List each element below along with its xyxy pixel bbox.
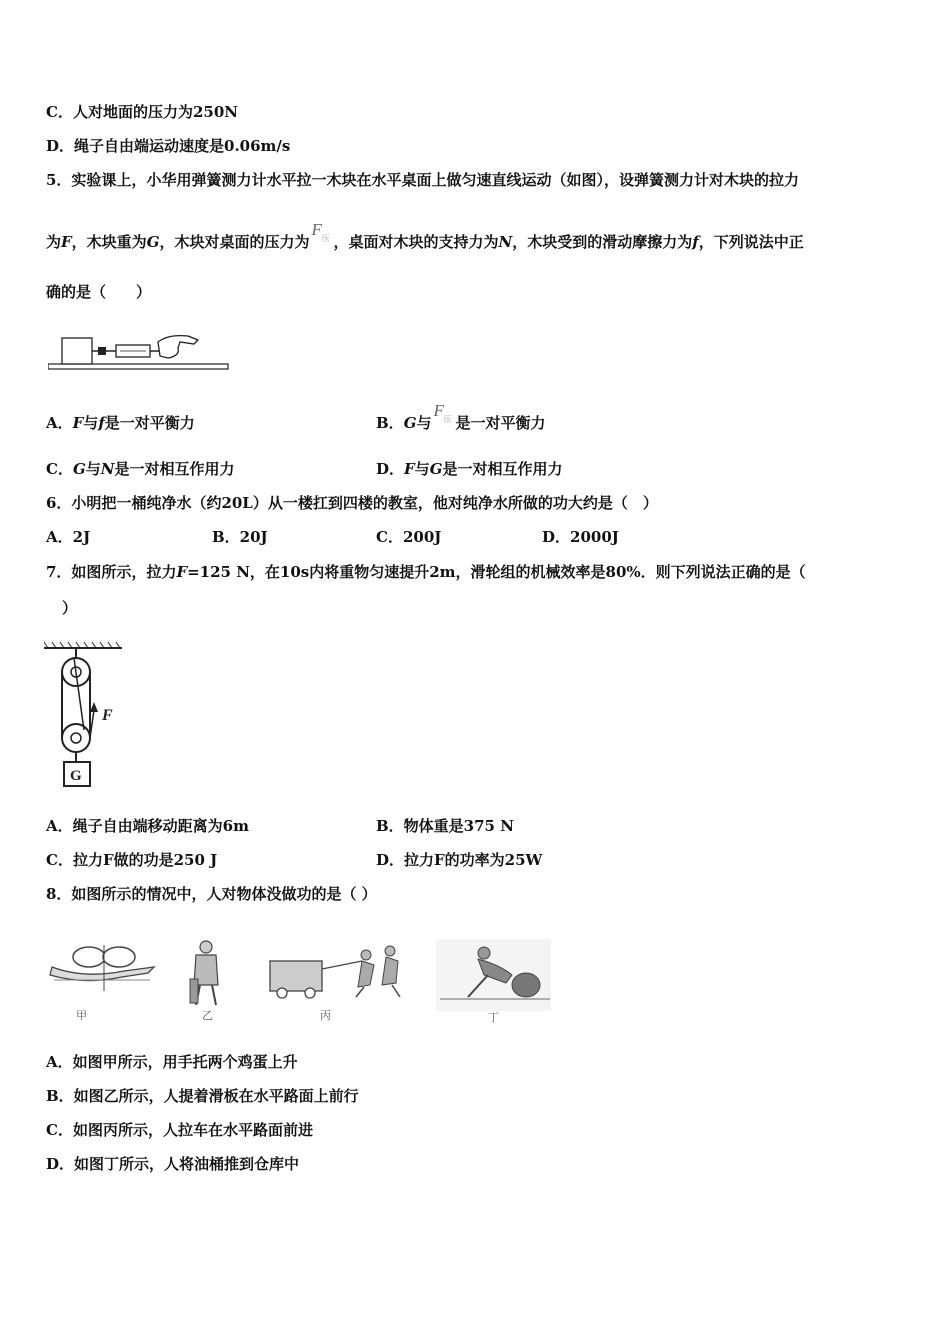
figure-label-jia: 甲 bbox=[76, 1009, 87, 1022]
q5-stem-line1: 5．实验课上，小华用弹簧测力计水平拉一木块在水平桌面上做匀速直线运动（如图），设弹簧测力计对木块的拉力 bbox=[46, 171, 799, 189]
q7-option-a: A．绳子自由端移动距离为6m bbox=[46, 817, 249, 835]
pressure-force-symbol: F 压 bbox=[311, 220, 330, 243]
pressure-force-symbol: F 压 bbox=[433, 401, 452, 424]
q8-option-d: D．如图丁所示，人将油桶推到仓库中 bbox=[46, 1155, 300, 1173]
q7-stem: 7．如图所示，拉力F=125 N，在10s内将重物匀速提升2m，滑轮组的机械效率是80%．则下列说法正确的是（ bbox=[46, 563, 806, 581]
figure-jia-hand-eggs bbox=[50, 945, 154, 1022]
q7-option-d: D．拉力F的功率为25W bbox=[376, 851, 543, 869]
figure-label-bing: 丙 bbox=[320, 1009, 331, 1022]
q5-option-b: B．G与 F 压 是一对平衡力 bbox=[376, 401, 546, 432]
figure-ding-pushing-drum bbox=[436, 939, 551, 1024]
q5-figure-spring-scale bbox=[48, 330, 233, 375]
q6-option-a: A．2J bbox=[46, 528, 91, 546]
q4-option-c: C．人对地面的压力为250N bbox=[46, 103, 238, 121]
q7-option-b: B．物体重是375 N bbox=[376, 817, 514, 835]
pulley-force-label: F bbox=[102, 707, 113, 724]
q6-option-c: C．200J bbox=[376, 528, 442, 546]
q7-stem-close: ） bbox=[62, 599, 78, 617]
figure-bing-pulling-cart bbox=[270, 946, 400, 1022]
q6-option-d: D．2000J bbox=[542, 528, 619, 546]
q5-option-c: C．G与N是一对相互作用力 bbox=[46, 460, 235, 478]
q7-option-c: C．拉力F做的功是250 J bbox=[46, 851, 218, 869]
q8-figures bbox=[44, 935, 559, 1030]
figure-label-ding: 丁 bbox=[488, 1011, 499, 1024]
q6-option-b: B．20J bbox=[212, 528, 268, 546]
q5-stem-line2: 为F，木块重为G，木块对桌面的压力为 F 压 ，桌面对木块的支持力为N，木块受到的滑动摩擦力为f，下列说法中正 bbox=[46, 220, 804, 251]
q8-option-a: A．如图甲所示，用手托两个鸡蛋上升 bbox=[46, 1053, 298, 1071]
q5-option-a: A．F与f是一对平衡力 bbox=[46, 414, 195, 432]
q5-stem-line3: 确的是（ ） bbox=[46, 283, 152, 301]
q5-option-d: D．F与G是一对相互作用力 bbox=[376, 460, 563, 478]
pulley-weight-label: G bbox=[70, 768, 82, 784]
var-G: G bbox=[146, 233, 160, 251]
var-N: N bbox=[498, 233, 513, 251]
figure-yi-person-skateboard bbox=[190, 941, 218, 1022]
q8-stem: 8．如图所示的情况中，人对物体没做功的是（ ） bbox=[46, 885, 377, 903]
q8-option-b: B．如图乙所示，人提着滑板在水平路面上前行 bbox=[46, 1087, 359, 1105]
q7-figure-pulley bbox=[44, 640, 134, 795]
q8-option-c: C．如图丙所示，人拉车在水平路面前进 bbox=[46, 1121, 313, 1139]
var-F: F bbox=[61, 233, 72, 251]
q4-option-d: D．绳子自由端运动速度是0.06m/s bbox=[46, 137, 291, 155]
q6-stem: 6．小明把一桶纯净水（约20L）从一楼扛到四楼的教室，他对纯净水所做的功大约是（ ） bbox=[46, 494, 658, 512]
figure-label-yi: 乙 bbox=[202, 1009, 213, 1022]
var-f: f bbox=[692, 233, 699, 251]
